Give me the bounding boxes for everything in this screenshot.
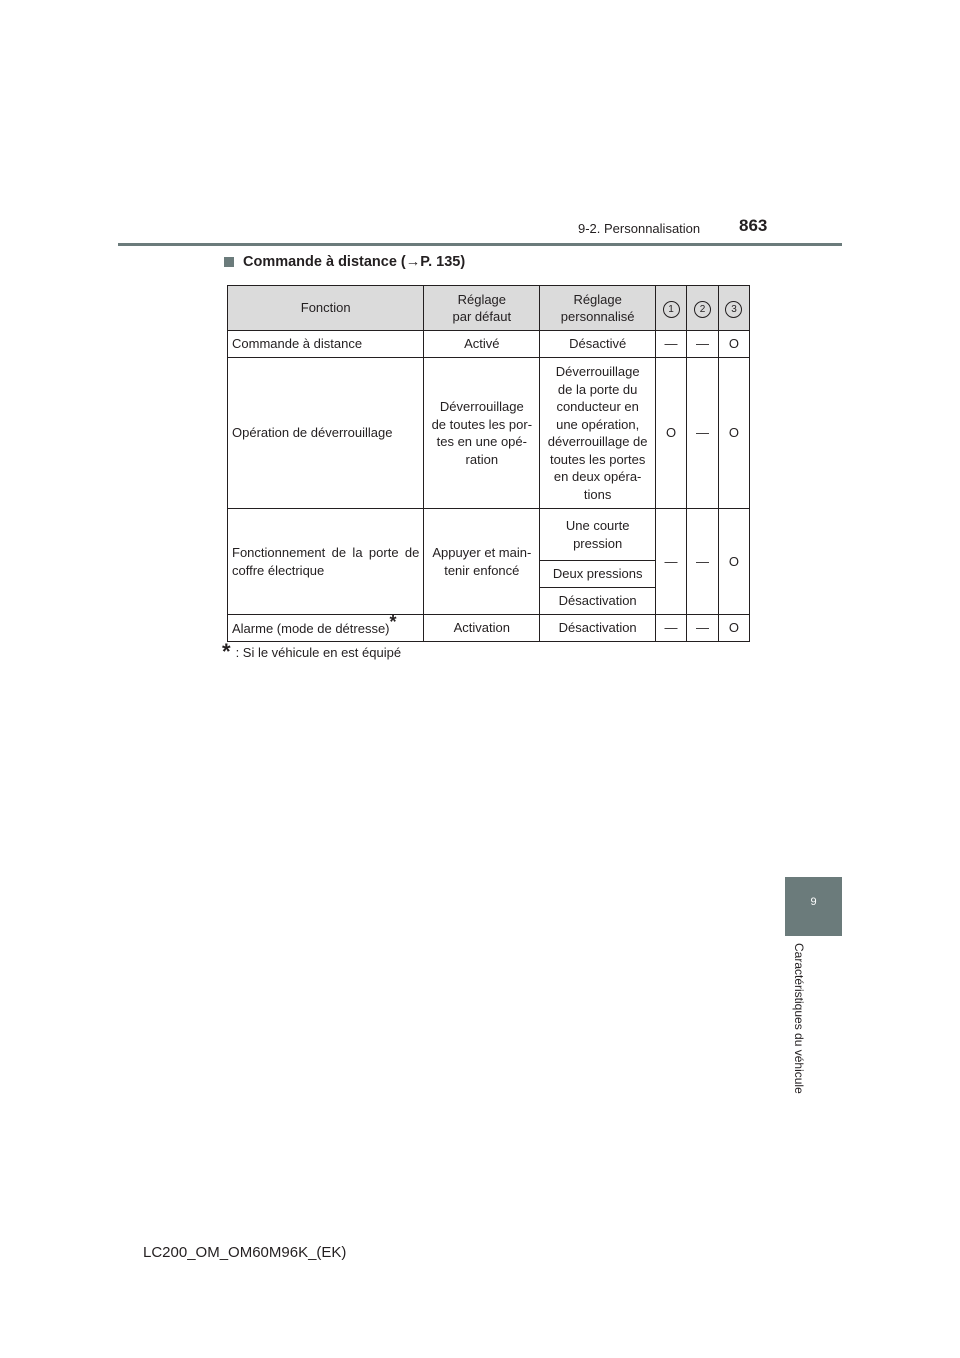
header-col-3 — [718, 286, 749, 331]
square-bullet-icon — [224, 257, 234, 267]
cell-col-3: O — [718, 615, 749, 642]
cell-fonction-text: Alarme (mode de détresse) — [232, 620, 390, 636]
cell-default: Activation — [424, 615, 540, 642]
cell-default: Déverrouillage de toutes les por- tes en une opé- ration — [424, 358, 540, 509]
footnote — [222, 637, 401, 663]
header-custom: Réglage personnalisé — [540, 286, 656, 331]
cell-col-3: O — [718, 331, 749, 358]
cell-col-3: O — [718, 358, 749, 509]
cell-default: Activé — [424, 331, 540, 358]
header-default: Réglage par défaut — [424, 286, 540, 331]
chapter-label: Caractéristiques du véhicule — [792, 943, 806, 1094]
header-section-title: 9-2. Personnalisation — [578, 221, 701, 236]
settings-table — [227, 285, 750, 642]
footnote-asterisk: * — [222, 639, 231, 664]
table-row — [228, 358, 750, 509]
footnote-text: : Si le véhicule en est équipé — [235, 645, 402, 660]
cell-col-2: — — [687, 509, 719, 615]
cell-custom: Désactivation — [540, 588, 656, 615]
cell-col-3: O — [718, 509, 749, 615]
cell-col-2: — — [687, 331, 719, 358]
cell-col-2: — — [687, 358, 719, 509]
asterisk-mark: * — [389, 611, 397, 632]
table-header-row — [228, 286, 750, 331]
cell-col-1: — — [656, 615, 687, 642]
header-col-1 — [656, 286, 687, 331]
cell-fonction: Fonctionnement de la porte de coffre électrique — [228, 509, 424, 615]
cell-col-1: O — [656, 358, 687, 509]
cell-custom: Deux pressions — [540, 561, 656, 588]
header-fonction: Fonction — [228, 286, 424, 331]
footer-code: LC200_OM_OM60M96K_(EK) — [143, 1244, 347, 1261]
circled-number: 1 — [663, 301, 680, 318]
header-col-2 — [687, 286, 719, 331]
circled-number: 2 — [694, 301, 711, 318]
cell-fonction: Opération de déverrouillage — [228, 358, 424, 509]
header-rule — [118, 243, 842, 246]
cell-col-1: — — [656, 331, 687, 358]
cell-fonction: Commande à distance — [228, 331, 424, 358]
cell-default: Appuyer et main- tenir enfoncé — [424, 509, 540, 615]
cell-custom: Désactivation — [540, 615, 656, 642]
chapter-tab: 9 — [785, 877, 842, 936]
circled-number: 3 — [725, 301, 742, 318]
cell-custom: Déverrouillage de la porte du conducteur en une opération, déverrouillage de toutes les portes en deux opéra- tions — [540, 358, 656, 509]
section-title — [224, 254, 465, 270]
section-title-text: Commande à distance (→P. 135) — [243, 254, 466, 270]
table-row — [228, 509, 750, 561]
cell-col-1: — — [656, 509, 687, 615]
table-row — [228, 331, 750, 358]
cell-custom: Une courte pression — [540, 509, 656, 561]
page-number: 863 — [739, 216, 768, 235]
cell-col-2: — — [687, 615, 719, 642]
cell-custom: Désactivé — [540, 331, 656, 358]
